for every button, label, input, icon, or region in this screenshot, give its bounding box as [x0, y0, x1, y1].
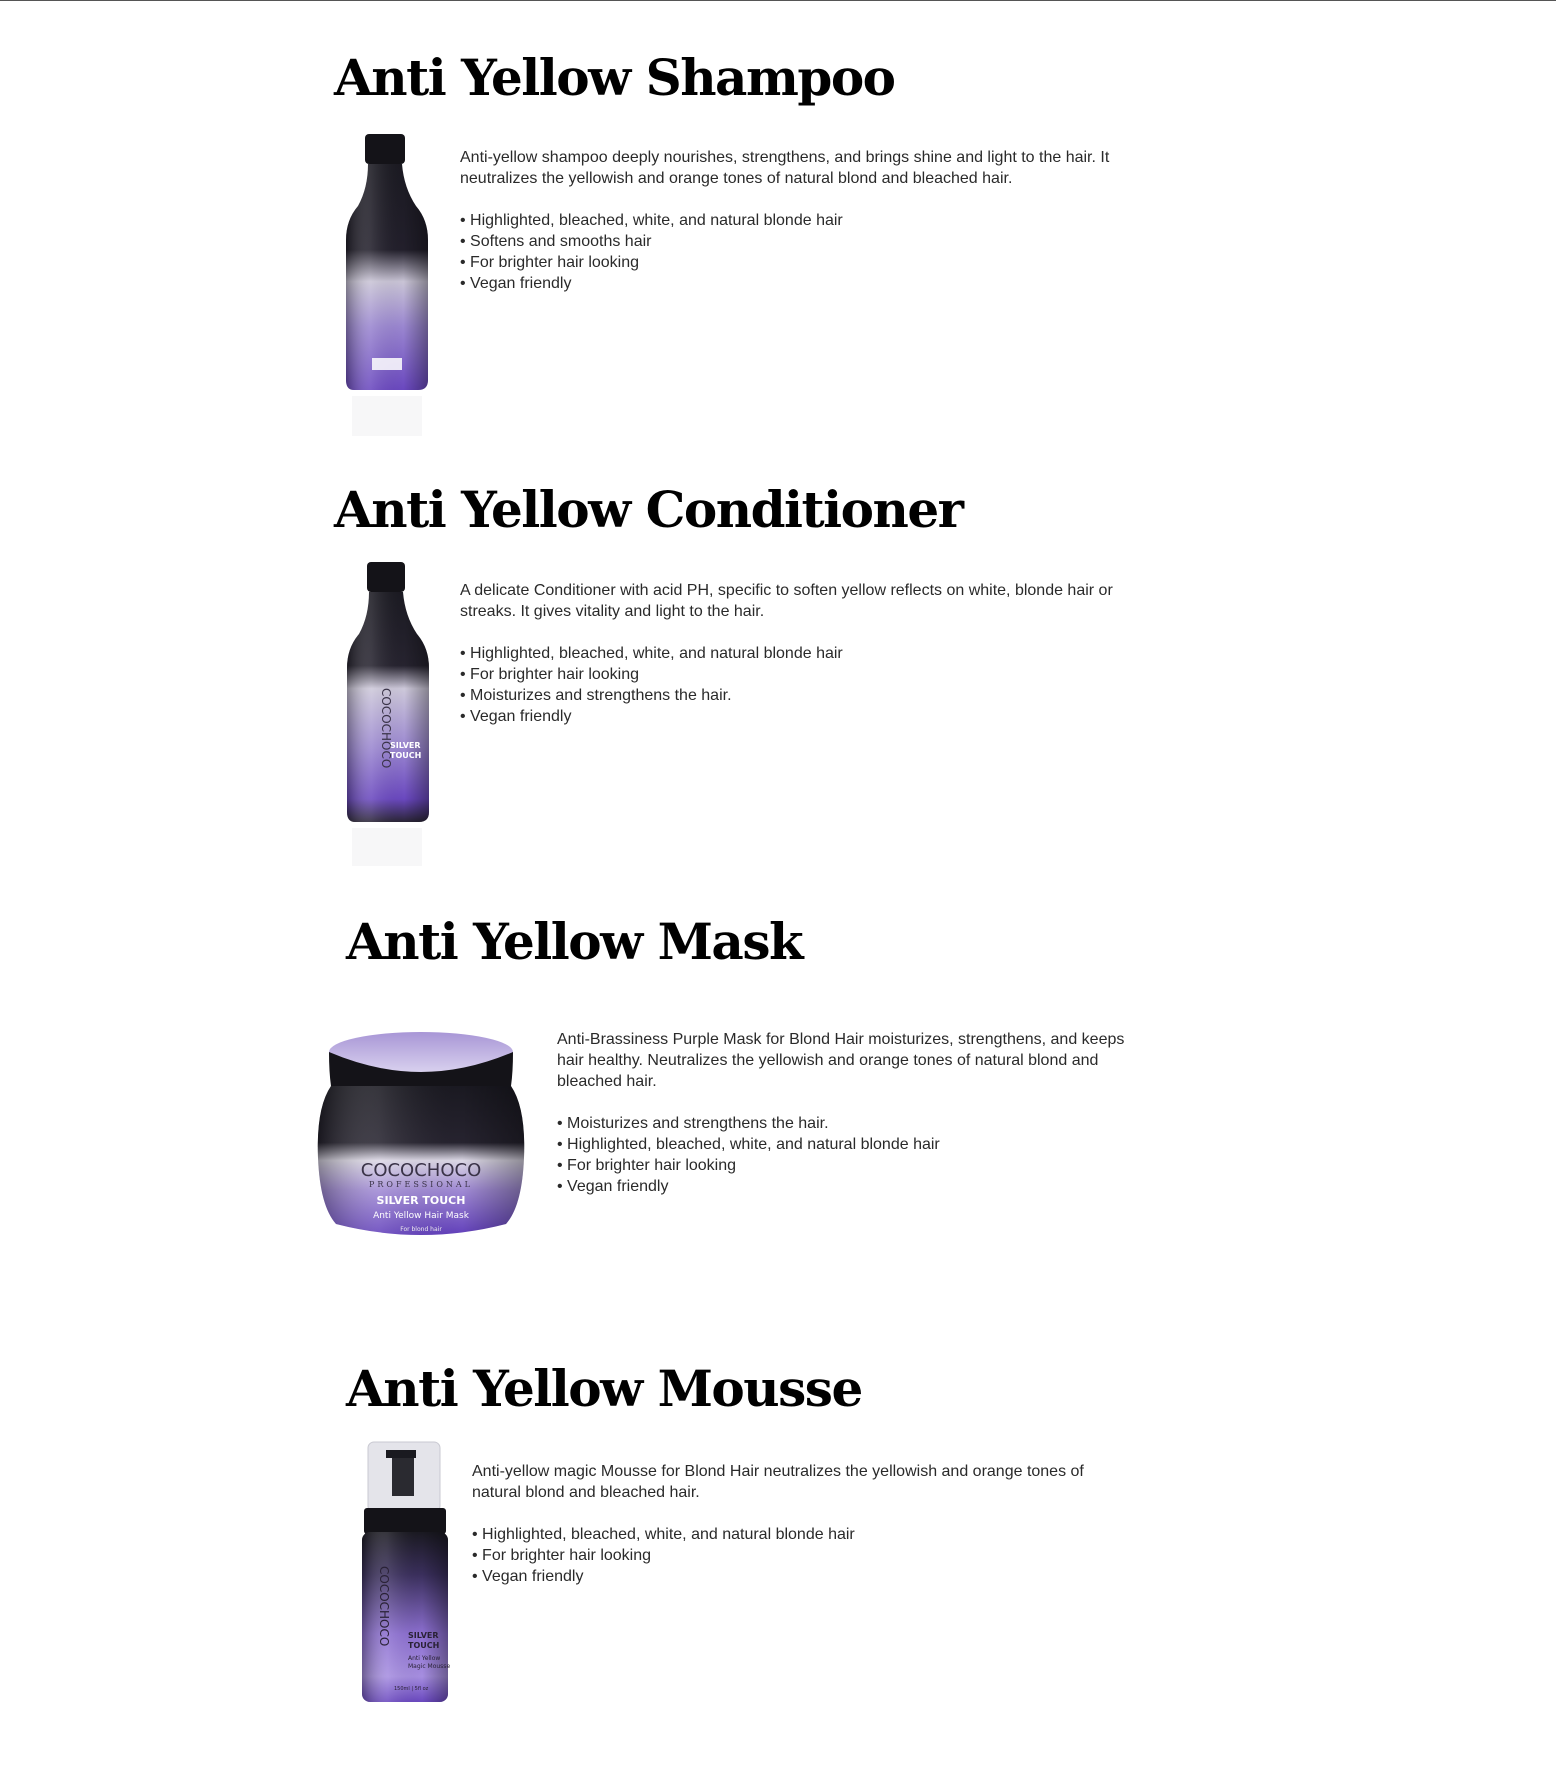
feature-item: • Highlighted, bleached, white, and natural blonde hair: [460, 643, 1140, 664]
brand-label: COCOCHOCO: [379, 688, 393, 769]
feature-item: • Vegan friendly: [557, 1176, 1137, 1197]
product-title: Anti Yellow Mask: [346, 912, 803, 971]
description-text: Anti-yellow shampoo deeply nourishes, strengthens, and brings shine and light to the hair. It neutralizes the yellowish and orange tones of natural blond and bleached hair.: [460, 149, 1110, 187]
feature-item: • Vegan friendly: [472, 1566, 1132, 1587]
feature-item: • Softens and smooths hair: [460, 231, 1140, 252]
product-description: [472, 1461, 1132, 1587]
description-text: Anti-yellow magic Mousse for Blond Hair neutralizes the yellowish and orange tones of natural blond and bleached hair.: [472, 1463, 1084, 1501]
label-line: SILVER: [408, 1631, 439, 1640]
feature-item: • For brighter hair looking: [460, 664, 1140, 685]
label-line: TOUCH: [390, 751, 422, 760]
label-line: SILVER: [390, 741, 421, 750]
feature-item: • Vegan friendly: [460, 273, 1140, 294]
feature-list: [472, 1524, 1132, 1587]
feature-item: • Moisturizes and strengthens the hair.: [557, 1113, 1137, 1134]
brand-label: COCOCHOCO: [360, 1160, 482, 1181]
product-title: Anti Yellow Shampoo: [334, 48, 895, 107]
product-description: [460, 147, 1140, 294]
description-text: A delicate Conditioner with acid PH, specific to soften yellow reflects on white, blonde hair or streaks. It gives vitality and light to the hair.: [460, 582, 1113, 620]
label-line: TOUCH: [408, 1641, 440, 1650]
mask-jar-image: [296, 1028, 546, 1258]
feature-item: • Moisturizes and strengthens the hair.: [460, 685, 1140, 706]
feature-item: • Highlighted, bleached, white, and natural blonde hair: [557, 1134, 1137, 1155]
label-line: For blond hair: [400, 1226, 442, 1233]
feature-item: • Highlighted, bleached, white, and natural blonde hair: [460, 210, 1140, 231]
product-title: Anti Yellow Mousse: [346, 1359, 862, 1418]
feature-item: • For brighter hair looking: [557, 1155, 1137, 1176]
top-divider: [0, 0, 1556, 1]
brand-sub-label: PROFESSIONAL: [369, 1180, 473, 1189]
product-description: [460, 580, 1140, 727]
conditioner-bottle-image: [342, 558, 434, 868]
feature-item: • Highlighted, bleached, white, and natural blonde hair: [472, 1524, 1132, 1545]
product-description: [557, 1029, 1137, 1197]
label-line: Anti Yellow Hair Mask: [373, 1211, 469, 1221]
mousse-bottle-image: [358, 1438, 462, 1708]
size-label: 150ml | 5fl oz: [394, 1686, 429, 1692]
feature-list: [460, 210, 1140, 294]
label-line: Anti Yellow: [408, 1655, 441, 1662]
product-title: Anti Yellow Conditioner: [334, 480, 963, 539]
feature-item: • For brighter hair looking: [472, 1545, 1132, 1566]
label-line: Magic Mousse: [408, 1663, 451, 1670]
feature-item: • For brighter hair looking: [460, 252, 1140, 273]
brand-label: COCOCHOCO: [377, 1566, 391, 1647]
feature-list: [557, 1113, 1137, 1197]
description-text: Anti-Brassiness Purple Mask for Blond Hair moisturizes, strengthens, and keeps hair healthy. Neutralizes the yellowish and orange tones of natural blond and bleached hair.: [557, 1031, 1125, 1090]
shampoo-bottle-image: [342, 128, 432, 438]
feature-item: • Vegan friendly: [460, 706, 1140, 727]
feature-list: [460, 643, 1140, 727]
label-line: SILVER TOUCH: [376, 1194, 466, 1207]
